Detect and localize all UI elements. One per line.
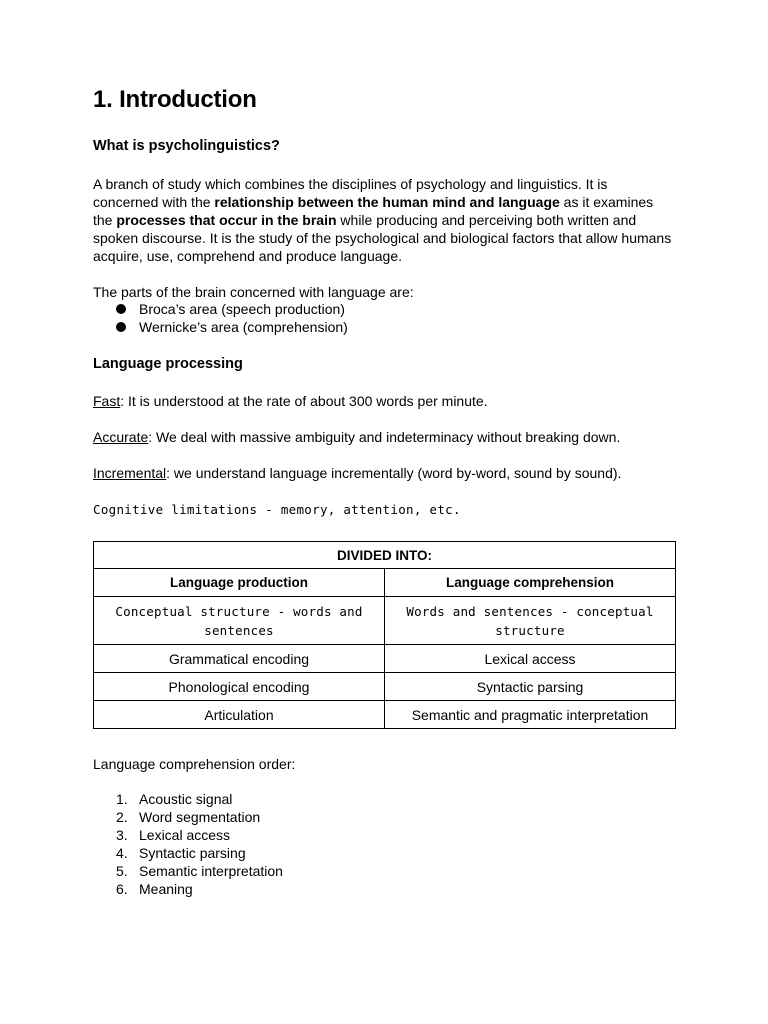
table-row: [94, 673, 676, 701]
brain-parts-list: [93, 300, 348, 336]
definition-paragraph: [93, 175, 676, 265]
table-cell: Syntactic parsing: [385, 673, 676, 701]
list-number: 6.: [116, 881, 128, 897]
list-item: [93, 862, 283, 880]
column-header-comprehension: Language comprehension: [385, 569, 676, 597]
table-cell: Phonological encoding: [94, 673, 385, 701]
list-item-label: Acoustic signal: [139, 791, 233, 807]
processing-item-fast: [93, 392, 676, 410]
list-number: 1.: [116, 791, 128, 807]
list-number: 2.: [116, 809, 128, 825]
term-description: : we understand language incrementally (word by-word, sound by sound).: [166, 465, 622, 481]
list-item-label: Broca’s area (speech production): [139, 301, 345, 317]
comprehension-order-list: [93, 790, 283, 898]
table-title: DIVIDED INTO:: [94, 542, 676, 569]
bullet-icon: [116, 304, 126, 314]
list-item: [93, 826, 283, 844]
table-cell: Semantic and pragmatic interpretation: [385, 701, 676, 729]
list-item-label: Semantic interpretation: [139, 863, 283, 879]
list-item-label: Wernicke’s area (comprehension): [139, 319, 348, 335]
definition-bold-relationship: relationship between the human mind and language: [214, 194, 560, 210]
list-number: 3.: [116, 827, 128, 843]
table-row: [94, 645, 676, 673]
list-item: [93, 790, 283, 808]
cognitive-limitations-note: Cognitive limitations - memory, attention, etc.: [93, 502, 461, 517]
table-cell: Articulation: [94, 701, 385, 729]
table-cell: Grammatical encoding: [94, 645, 385, 673]
brain-parts-intro: The parts of the brain concerned with language are:: [93, 284, 414, 300]
list-item: [93, 318, 348, 336]
list-item-label: Syntactic parsing: [139, 845, 246, 861]
page-title: 1. Introduction: [93, 86, 257, 113]
table-cell: Words and sentences - conceptual structure: [385, 597, 676, 645]
term-label: Fast: [93, 393, 121, 409]
list-number: 5.: [116, 863, 128, 879]
table-row: [94, 701, 676, 729]
column-header-production: Language production: [94, 569, 385, 597]
term-label: Accurate: [93, 429, 149, 445]
list-number: 4.: [116, 845, 128, 861]
list-item-label: Meaning: [139, 881, 193, 897]
table-row: [94, 597, 676, 645]
table-cell: Lexical access: [385, 645, 676, 673]
definition-bold-processes: processes that occur in the brain: [116, 212, 337, 228]
comprehension-order-intro: Language comprehension order:: [93, 756, 296, 772]
term-label: Incremental: [93, 465, 167, 481]
list-item: [93, 844, 283, 862]
list-item: [93, 808, 283, 826]
section-heading-language-processing: Language processing: [93, 356, 243, 372]
list-item: [93, 300, 348, 318]
list-item-label: Word segmentation: [139, 809, 261, 825]
list-item: [93, 880, 283, 898]
term-description: : It is understood at the rate of about 300 words per minute.: [120, 393, 488, 409]
table-cell: Conceptual structure - words and sentences: [94, 597, 385, 645]
processing-item-incremental: [93, 464, 676, 482]
section-heading-psycholinguistics: What is psycholinguistics?: [93, 138, 280, 154]
definition-text-3: while producing and perceiving both written and spoken discourse. It is the study of the psychological and biological factors that allow humans acquire, use, comprehend and produce language.: [93, 212, 672, 264]
processing-item-accurate: [93, 428, 676, 446]
definition-text-2: as it examines the: [93, 194, 654, 228]
term-description: : We deal with massive ambiguity and indeterminacy without breaking down.: [148, 429, 621, 445]
list-item-label: Lexical access: [139, 827, 231, 843]
divided-into-table: [93, 541, 676, 729]
definition-text-1: A branch of study which combines the disciplines of psychology and linguistics. It is concerned with the: [93, 176, 608, 210]
bullet-icon: [116, 322, 126, 332]
